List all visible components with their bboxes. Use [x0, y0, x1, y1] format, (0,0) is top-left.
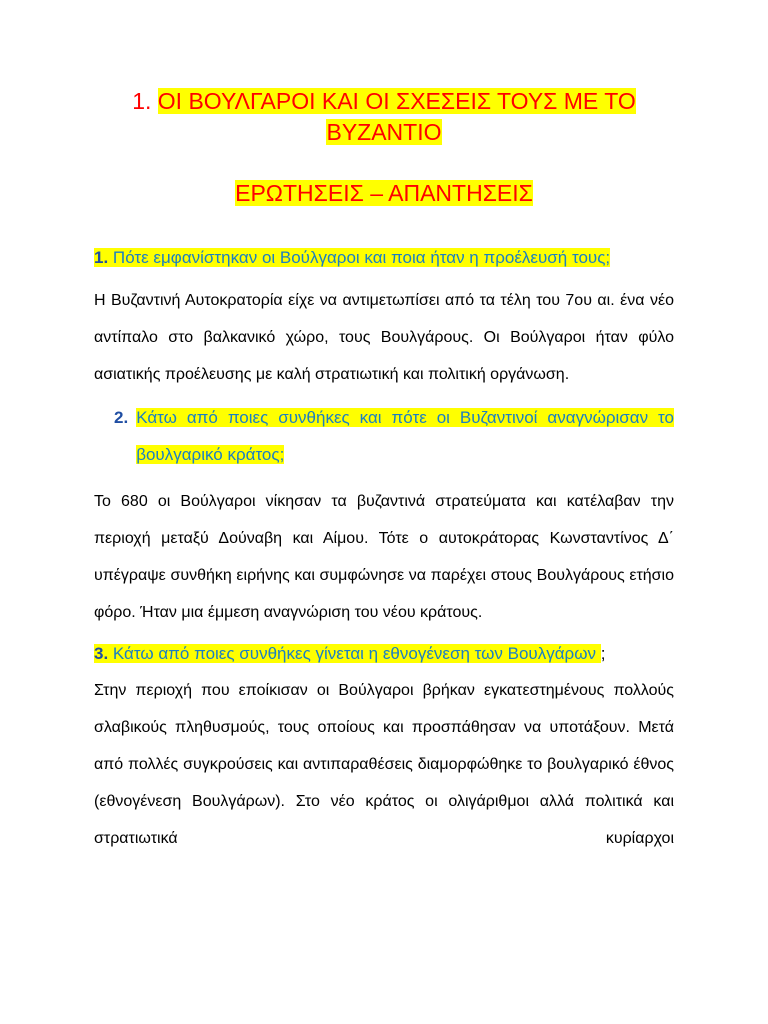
question-2-text: Κάτω από ποιες συνθήκες και πότε οι Βυζαντινοί αναγνώρισαν το βουλγαρικό κράτος;	[136, 408, 674, 464]
question-3-end: ;	[600, 644, 606, 663]
document-subtitle	[94, 178, 674, 209]
subtitle-text: ΕΡΩΤΗΣΕΙΣ – ΑΠΑΝΤΗΣΕΙΣ	[235, 180, 533, 206]
question-3-number: 3.	[94, 644, 109, 663]
answer-3: Στην περιοχή που εποίκισαν οι Βούλγαροι βρήκαν εγκατεστημένους πολλούς σλαβικούς πληθυσμούς, τους οποίους και προσπάθησαν να υποτάξουν. Μετά από πολλές συγκρούσεις και αντιπαραθέσεις διαμορφώθηκε το βουλγαρικό έθνος (εθνογένεση Βουλγάρων). Στο νέο κράτος οι ολιγάριθμοι αλλά πολιτικά και στρατιωτικά κυρίαρχοι	[94, 682, 674, 847]
document-title	[94, 86, 674, 148]
question-1	[94, 239, 674, 276]
question-3	[94, 635, 674, 672]
answer-1: Η Βυζαντινή Αυτοκρατορία είχε να αντιμετωπίσει από τα τέλη του 7ου αι. ένα νέο αντίπαλο στο βαλκανικό χώρο, τους Βουλγάρους. Οι Βούλγαροι ήταν φύλο ασιατικής προέλευσης με καλή στρατιωτική και πολιτική οργάνωση.	[94, 292, 674, 383]
title-number: 1.	[132, 88, 152, 114]
title-line-1: ΟΙ ΒΟΥΛΓΑΡΟΙ ΚΑΙ ΟΙ ΣΧΕΣΕΙΣ ΤΟΥΣ ΜΕ ΤΟ	[157, 88, 636, 114]
title-line-2: ΒΥΖΑΝΤΙΟ	[326, 119, 442, 145]
question-3-text: Κάτω από ποιες συνθήκες γίνεται η εθνογένεση των Βουλγάρων	[112, 644, 596, 663]
question-2-number: 2.	[114, 408, 129, 427]
question-1-text: Πότε εμφανίστηκαν οι Βούλγαροι και ποια ήταν η προέλευσή τους;	[112, 248, 611, 267]
question-1-number: 1.	[94, 248, 109, 267]
question-2	[94, 399, 674, 473]
answer-2: Το 680 οι Βούλγαροι νίκησαν τα βυζαντινά στρατεύματα και κατέλαβαν την περιοχή μεταξύ Δούναβη και Αίμου. Τότε ο αυτοκράτορας Κωνσταντίνος Δ΄ υπέγραψε συνθήκη ειρήνης και συμφώνησε να παρέχει στους Βουλγάρους ετήσιο φόρο. Ήταν μια έμμεση αναγνώριση του νέου κράτους.	[94, 493, 674, 621]
